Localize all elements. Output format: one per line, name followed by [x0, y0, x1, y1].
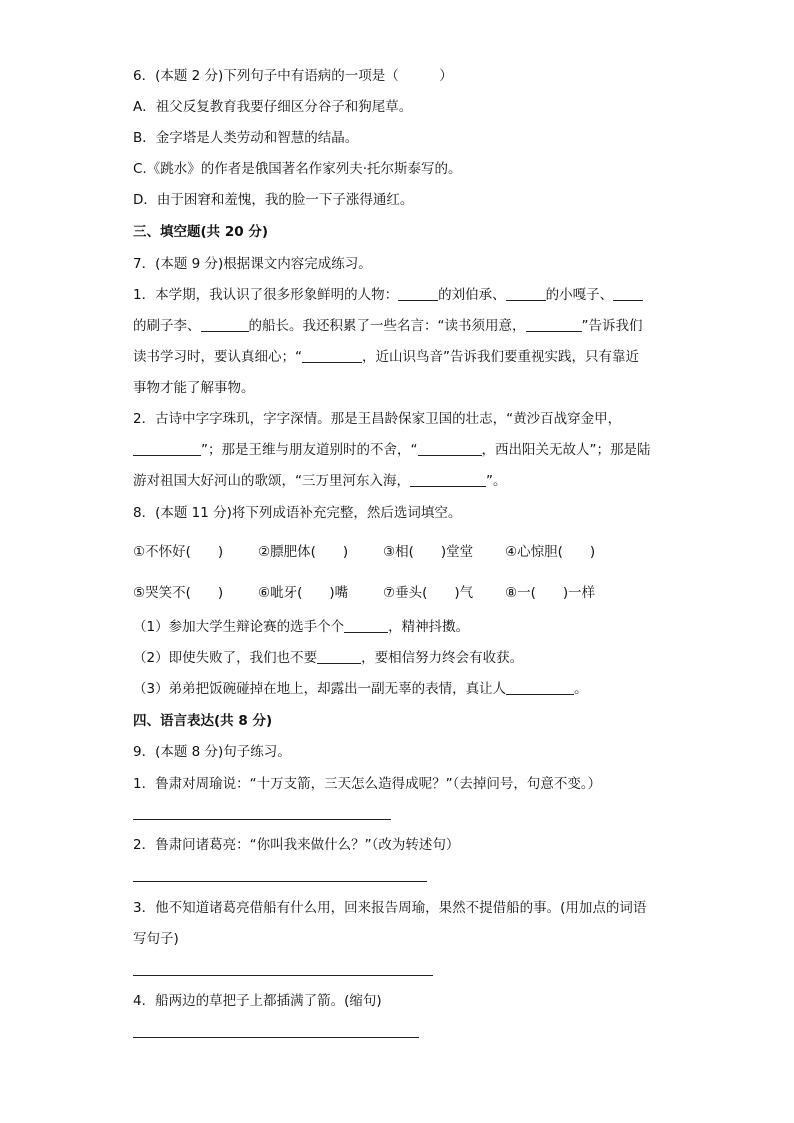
- q9-item-1: 1．鲁肃对周瑜说：“十万支箭，三天怎么造得成呢？”（去掉问号，句意不变。）: [133, 776, 602, 792]
- q7-p1-line3: [133, 347, 639, 367]
- idiom-2: ②膘肥体( ): [258, 544, 349, 560]
- answer-line-1[interactable]: [133, 819, 391, 820]
- q8-title: 8．(本题 11 分)将下列成语补充完整，然后选词填空。: [133, 505, 462, 521]
- q8-sentence-1: [133, 617, 469, 637]
- q7-title: 7．(本题 9 分)根据课文内容完成练习。: [133, 256, 372, 272]
- text: 读书学习时，要认真细心；“: [133, 349, 302, 365]
- blank[interactable]: [133, 441, 201, 456]
- q7-p1-line2: [133, 316, 643, 336]
- q8-sentence-2: [133, 648, 523, 668]
- text: 的小嘎子、: [545, 287, 614, 303]
- blank[interactable]: [201, 317, 249, 332]
- q6-option-c: C.《跳水》的作者是俄国著名作家列夫·托尔斯泰写的。: [133, 161, 462, 177]
- q9-item-3-continued: 写句子): [133, 931, 179, 947]
- q7-p2-line1: 2．古诗中字字珠玑，字字深情。那是王昌龄保家卫国的壮志，“黄沙百战穿金甲，: [133, 411, 622, 427]
- idiom-8: ⑧一( )一样: [505, 585, 596, 601]
- text: ，要相信努力终会有收获。: [361, 650, 524, 666]
- text: ”；那是王维与朋友道别时的不舍，“: [201, 442, 418, 458]
- text: ，精神抖擞。: [388, 619, 470, 635]
- text: （3）弟弟把饭碗碰掉在地上，却露出一副无辜的表情，真让人: [133, 681, 507, 697]
- q7-p2-line3: [133, 471, 507, 491]
- q9-title: 9．(本题 8 分)句子练习。: [133, 744, 291, 760]
- blank[interactable]: [418, 441, 482, 456]
- text: 的刷子李、: [133, 318, 201, 334]
- q6-title: 6．(本题 2 分)下列句子中有语病的一项是（ ）: [133, 68, 453, 84]
- idiom-6: ⑥呲牙( )嘴: [258, 585, 349, 601]
- text: ，近山识鸟音”告诉我们要重视实践，只有靠近: [362, 349, 639, 365]
- section-3-heading: 三、填空题(共 20 分): [133, 224, 269, 240]
- text: ”。: [486, 473, 507, 489]
- idiom-1: ①不怀好( ): [133, 544, 224, 560]
- q9-item-4: 4．船两边的草把子上都插满了箭。(缩句): [133, 993, 382, 1009]
- q7-p1-line4: 事物才能了解事物。: [133, 380, 255, 396]
- text: ”告诉我们: [581, 318, 643, 334]
- text: 。: [574, 681, 588, 697]
- blank[interactable]: [613, 286, 643, 301]
- idiom-7: ⑦垂头( )气: [383, 585, 474, 601]
- blank[interactable]: [506, 286, 546, 301]
- text: ，西出阳关无故人”；那是陆: [481, 442, 651, 458]
- q7-p1-line1: [133, 285, 643, 305]
- answer-line-3[interactable]: [133, 975, 433, 976]
- text: （2）即使失败了，我们也不要: [133, 650, 318, 666]
- text: 游对祖国大好河山的歌颂，“三万里河东入海，: [133, 473, 410, 489]
- q9-item-2: 2．鲁肃问诸葛亮：“你叫我来做什么？”（改为转述句）: [133, 837, 460, 853]
- q6-option-d: D．由于困窘和羞愧，我的脸一下子涨得通红。: [133, 192, 414, 208]
- answer-line-2[interactable]: [133, 881, 427, 882]
- text: 的船长。我还积累了一些名言：“读书须用意，: [248, 318, 526, 334]
- q7-p2-line2: [133, 440, 651, 460]
- idiom-4: ④心惊胆( ): [505, 544, 596, 560]
- blank[interactable]: [302, 348, 362, 363]
- text: 1．本学期，我认识了很多形象鲜明的人物：: [133, 287, 399, 303]
- section-4-heading: 四、语言表达(共 8 分): [133, 713, 273, 729]
- idiom-5: ⑤哭笑不( ): [133, 585, 224, 601]
- blank[interactable]: [317, 649, 361, 664]
- q8-sentence-3: [133, 679, 588, 699]
- blank[interactable]: [398, 286, 438, 301]
- text: 的刘伯承、: [438, 287, 506, 303]
- blank[interactable]: [526, 317, 582, 332]
- blank[interactable]: [410, 472, 486, 487]
- text: （1）参加大学生辩论赛的选手个个: [133, 619, 345, 635]
- q6-option-b: B．金字塔是人类劳动和智慧的结晶。: [133, 130, 359, 146]
- q6-option-a: A．祖父反复教育我要仔细区分谷子和狗尾草。: [133, 99, 413, 115]
- answer-line-4[interactable]: [133, 1037, 419, 1038]
- idiom-3: ③相( )堂堂: [383, 544, 474, 560]
- q9-item-3: 3．他不知道诸葛亮借船有什么用，回来报告周瑜，果然不提借船的事。(用加点的词语: [133, 900, 647, 916]
- blank[interactable]: [344, 618, 388, 633]
- blank[interactable]: [506, 680, 574, 695]
